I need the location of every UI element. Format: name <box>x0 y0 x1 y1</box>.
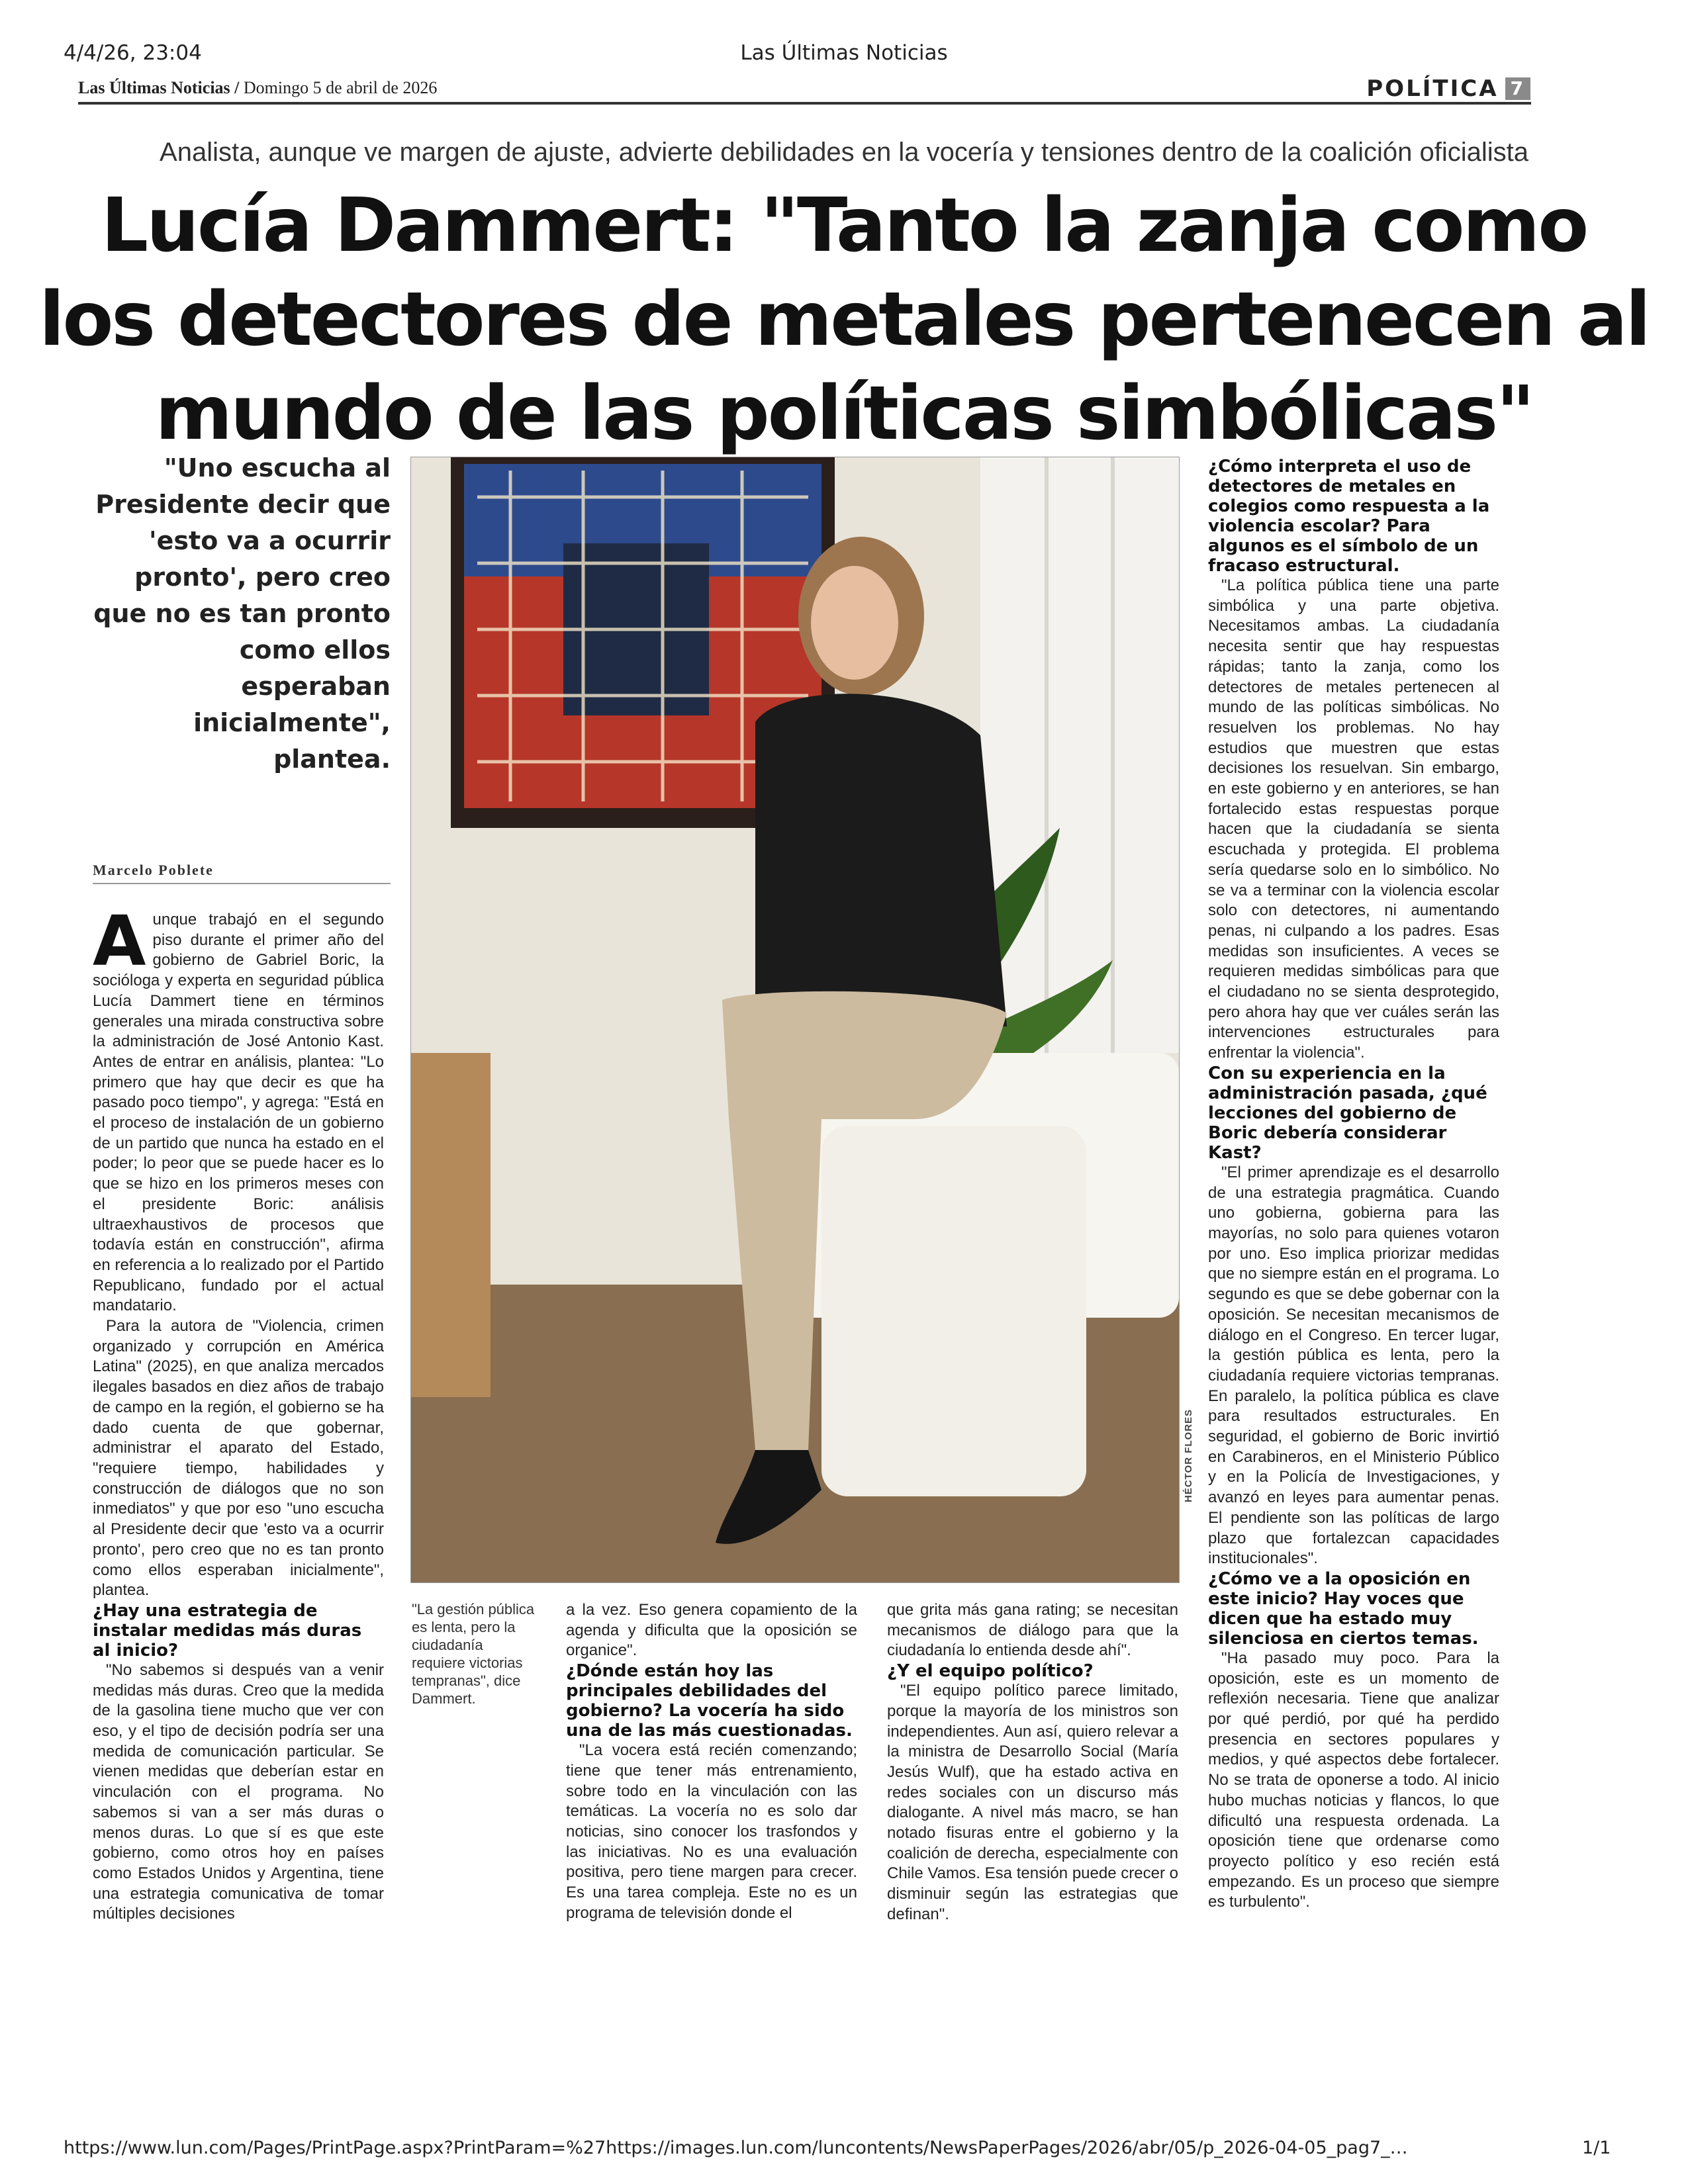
masthead-rule <box>78 102 1531 105</box>
column-2 <box>566 1600 857 1923</box>
column-1 <box>93 901 384 1925</box>
answer-paragraph: "La política pública tiene una parte simbólica y una parte objetiva. Necesitamos ambas. La ciudadanía necesita sentir que hay respuestas rápidas; tanto la zanja, como los detectores de metales pertenecen al mundo de las políticas simbólicas. No resuelven los problemas. No hay estudios que muestren que estas decisiones los resuelvan. Sin embargo, en este gobierno y en anteriores, se han fortalecido estas respuestas porque hacen que la ciudadanía se sienta escuchada y protegida. El problema sería quedarse solo en lo simbólico. No se va a terminar con la violencia escolar solo con detectores, ni aumentando penas, ni culpando a los padres. Esas medidas son insuficientes. A veces se requieren medidas simbólicas para que el ciudadano no se sienta desprotegido, pero ahora hay que ver cuáles serán las intervenciones estructurales para enfrentar la violencia". <box>1208 576 1499 1062</box>
question-heading: ¿Hay una estrategia de instalar medidas más duras al inicio? <box>93 1600 362 1661</box>
question-heading: Con su experiencia en la administración pasada, ¿qué lecciones del gobierno de Boric debería considerar Kast? <box>1208 1063 1487 1163</box>
intro-text: unque trabajó en el segundo piso durante el primer año del gobierno de Gabriel Boric, la socióloga y experta en seguridad pública Lucía Dammert tiene en términos generales una mirada constructiva sobre la administración de José Antonio Kast. Antes de entrar en análisis, plantea: "Lo primero que hay que decir es que ha pasado poco tiempo", y agrega: "Está en el proceso de instalación de un gobierno de un partido que nunca ha estado en el poder; lo peor que se puede hacer es lo que se hizo en los primeros meses con el presidente Boric: análisis ultraexhaustivos de procesos que todavía están en construcción", afirma en referencia a lo realizado por el Partido Republicano, fundado por el actual mandatario. <box>93 911 384 1315</box>
question-heading: ¿Cómo ve a la oposición en este inicio? Hay voces que dicen que ha estado muy silenciosa en ciertos temas. <box>1208 1569 1479 1649</box>
column-3 <box>887 1600 1178 1925</box>
column-4 <box>1208 457 1499 1913</box>
answer-paragraph: "No sabemos si después van a venir medidas más duras. Creo que la medida de la gasolina tiene mucho que ver con eso, y el tipo de decisión podría ser una medida de comunicación particular. Se vienen medidas que deberían estar en vinculación con el programa. No sabemos si van a ser más duras o menos duras. Lo que sí es que este gobierno, como otros hoy en países como Estados Unidos y Argentina, tiene una estrategia comunicativa de tomar múltiples decisiones <box>93 1661 384 1923</box>
section-label <box>1366 75 1530 102</box>
print-site-title: Las Últimas Noticias <box>740 41 948 65</box>
portrait-photo-illustration <box>411 457 1179 1582</box>
answer-paragraph: "El equipo político parece limitado, porque la mayoría de los ministros son independientes. Aun así, quiero relevar a la ministra de Desarrollo Social (María Jesús Wulf), que ha estado activa en redes sociales con un discurso más dialogante. A nivel más macro, se han notado fisuras entre el gobierno y la coalición de derecha, especialmente con Chile Vamos. Esa tensión puede crecer o disminuir según las estrategias que definan". <box>887 1682 1178 1923</box>
body-paragraph: a la vez. Eso genera copamiento de la agenda y dificulta que la oposición se organice". <box>566 1601 857 1660</box>
question-heading: ¿Dónde están hoy las principales debilidades del gobierno? La vocería ha sido una de las más cuestionadas. <box>566 1661 853 1741</box>
pull-quote: "Uno escucha al Presidente decir que 'esto va a ocurrir pronto', pero creo que no es tan pronto como ellos esperaban inicialmente", plantea. <box>93 453 391 774</box>
headline-line-1: Lucía Dammert: "Tanto la zanja como <box>101 183 1587 269</box>
question-heading: ¿Y el equipo político? <box>887 1661 1094 1682</box>
paper-name: Las Últimas Noticias <box>78 78 230 97</box>
masthead <box>78 78 437 98</box>
photo-caption: "La gestión pública es lenta, pero la ciudadanía requiere victorias tempranas", dice Dammert. <box>412 1601 535 1707</box>
question-heading: ¿Cómo interpreta el uso de detectores de metales en colegios como respuesta a la violencia escolar? Para algunos es el símbolo de un fracaso estructural. <box>1208 457 1490 576</box>
body-paragraph: Para la autora de "Violencia, crimen organizado y corrupción en América Latina" (2025), en que analiza mercados ilegales basados en diez años de trabajo de campo en la región, el gobierno se ha dado cuenta de que gobernar, administrar el aparato del Estado, "requiere tiempo, habilidades y construcción de diálogos que no son inmediatos" y que por eso "uno escucha al Presidente decir que 'esto va a ocurrir pronto', pero creo que no es tan pronto como ellos esperaban inicialmente", plantea. <box>93 1317 384 1600</box>
byline: Marcelo Poblete <box>93 862 391 884</box>
photo-credit: HÉCTOR FLORES <box>1183 1408 1194 1502</box>
answer-paragraph: "Ha pasado muy poco. Para la oposición, este es un momento de reflexión necesaria. Tiene que analizar por qué perdió, por qué ha perdido presencia en sectores populares y medios, y qué aspectos debe fortalecer. No se trata de oponerse a todo. Al inicio hubo muchas noticias y flancos, lo que dificultó una respuesta ordenada. La oposición tiene que ordenarse como proyecto político y eso recién está empezando. Es un proceso que siempre es turbulento". <box>1208 1649 1499 1911</box>
print-page-count: 1/1 <box>1582 2138 1611 2158</box>
section-name: POLÍTICA <box>1366 75 1499 102</box>
article-photo <box>410 457 1180 1583</box>
article-kicker: Analista, aunque ve margen de ajuste, advierte debilidades en la vocería y tensiones dentro de la coalición oficialista <box>160 138 1528 167</box>
intro-paragraph <box>93 901 384 1316</box>
issue-date: Domingo 5 de abril de 2026 <box>243 78 438 97</box>
answer-paragraph: "La vocera está recién comenzando; tiene que tener más entrenamiento, sobre todo en la vinculación con las temáticas. La vocería no es solo dar noticias, sino conocer los trasfondos y las iniciativas. No es una evaluación positiva, pero tiene margen para crecer. Es una tarea compleja. Este no es un programa de televisión donde el <box>566 1741 857 1922</box>
answer-paragraph: "El primer aprendizaje es el desarrollo de una estrategia pragmática. Cuando uno gobierna, gobierna para las mayorías, no solo para quienes votaron por uno. Eso implica priorizar medidas que no siempre están en el programa. Lo segundo es que se debe gobernar con la oposición. Se necesitan mecanismos de diálogo en el Congreso. En tercer lugar, la gestión pública es lenta, pero la ciudadanía requiere victorias tempranas. En paralelo, la política pública es clave para resultados estructurales. En seguridad, el gobierno de Boric invirtió en Carabineros, en el Ministerio Público y en la Policía de Investigaciones, y avanzó en leyes para aumentar penas. El pendiente son las políticas de largo plazo que fortalezcan capacidades institucionales". <box>1208 1163 1499 1568</box>
masthead-separator: / <box>230 78 244 97</box>
headline-line-2: los detectores de metales pertenecen al <box>39 277 1649 363</box>
headline-line-3: mundo de las políticas simbólicas" <box>155 371 1533 457</box>
print-datetime: 4/4/26, 23:04 <box>64 41 202 65</box>
article-headline <box>0 179 1688 461</box>
page-number-badge: 7 <box>1505 77 1530 100</box>
body-paragraph: que grita más gana rating; se necesitan mecanismos de diálogo para que la ciudadanía lo entienda desde ahí". <box>887 1601 1178 1660</box>
drop-cap: A <box>93 901 146 981</box>
print-url: https://www.lun.com/Pages/PrintPage.aspx?PrintParam=%27https://images.lun.com/luncontents/NewsPaperPages/2026/abr/05/p_2026-04-05_pag7_… <box>64 2138 1408 2158</box>
